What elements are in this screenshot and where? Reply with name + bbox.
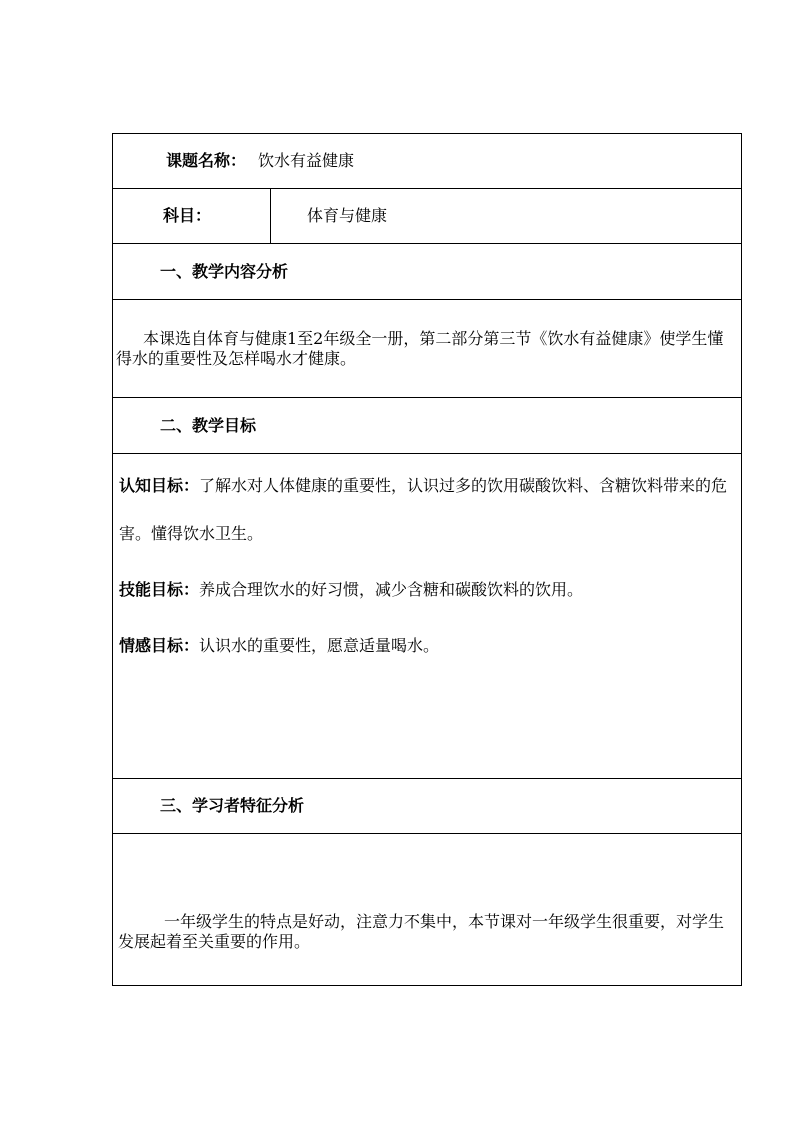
section3-body: 一年级学生的特点是好动，注意力不集中，本节课对一年级学生很重要，对学生发展起着至关重要的作用。 [118, 912, 725, 951]
goal-cognitive-text: 了解水对人体健康的重要性，认识过多的饮用碳酸饮料、含糖饮料带来的危害。懂得饮水卫生。 [119, 476, 728, 543]
goal-cognitive-label: 认知目标： [119, 476, 200, 495]
subject-label: 科目： [163, 206, 212, 226]
goal-skill [119, 566, 737, 614]
section3-body-row [113, 834, 742, 986]
section1-heading: 一、教学内容分析 [160, 261, 289, 281]
goal-cognitive [119, 462, 737, 558]
section1-body-row [113, 300, 742, 398]
title-value: 饮水有益健康 [258, 151, 355, 171]
section1-heading-cell [113, 244, 742, 300]
goal-affective [119, 622, 737, 670]
subject-row [113, 189, 742, 244]
subject-value: 体育与健康 [307, 206, 388, 226]
lesson-plan-table [112, 133, 742, 986]
section2-heading: 二、教学目标 [160, 415, 257, 435]
section2-body-row [113, 454, 742, 779]
section1-body: 本课选自体育与健康1至2年级全一册，第二部分第三节《饮水有益健康》使学生懂得水的重要性及怎样喝水才健康。 [113, 300, 742, 398]
section3-heading: 三、学习者特征分析 [160, 796, 305, 816]
section1-heading-row [113, 244, 742, 300]
goal-affective-text: 认识水的重要性，愿意适量喝水。 [199, 636, 440, 655]
title-cell [113, 134, 742, 189]
section2-heading-row [113, 398, 742, 454]
title-row [113, 134, 742, 189]
section2-heading-cell [113, 398, 742, 454]
goal-skill-label: 技能目标： [119, 580, 200, 599]
title-label: 课题名称： [166, 151, 247, 171]
goal-skill-text: 养成合理饮水的好习惯，减少含糖和碳酸饮料的饮用。 [199, 580, 584, 599]
subject-value-cell [271, 189, 742, 244]
section3-body-cell [113, 834, 742, 986]
goals-cell [113, 454, 742, 779]
goal-affective-label: 情感目标： [119, 636, 200, 655]
section3-heading-cell [113, 779, 742, 834]
subject-label-cell [113, 189, 271, 244]
section3-heading-row [113, 779, 742, 834]
